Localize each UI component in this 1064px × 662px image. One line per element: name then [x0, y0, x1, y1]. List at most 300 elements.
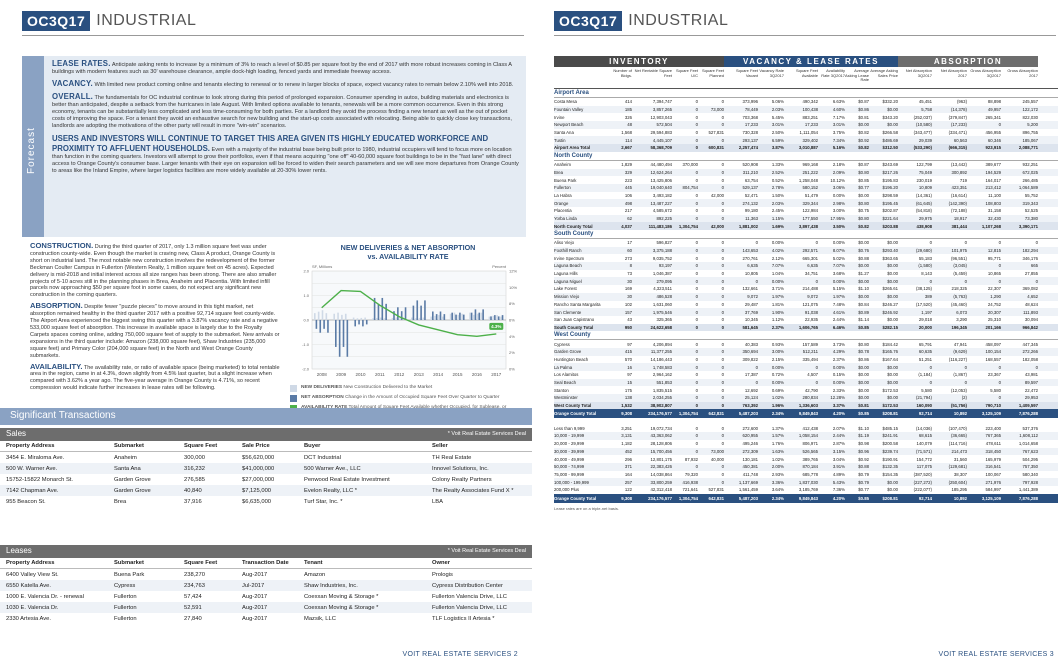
- stats-cell: 164,017: [985, 177, 1001, 183]
- forecast-label: Forecast: [26, 127, 37, 174]
- stats-cell: 106: [624, 192, 632, 198]
- stats-cell: 0: [695, 301, 698, 307]
- stats-cell: 10,865: [987, 271, 1001, 277]
- stats-cell: 10,809: [918, 185, 932, 191]
- stats-cell: 97: [627, 341, 632, 347]
- stats-cell: $0.85: [858, 177, 869, 183]
- sales-title: Sales: [6, 429, 27, 438]
- stats-row: [554, 176, 1058, 184]
- stats-row: [554, 463, 1058, 471]
- stats-cell: 665: [1030, 263, 1038, 269]
- stats-cell: $485.15: [882, 425, 898, 431]
- stats-row: [554, 324, 1058, 332]
- delivery-bar: [477, 314, 479, 320]
- stats-cell: 5.02%: [832, 255, 845, 261]
- stats-cell: $208.81: [882, 495, 898, 501]
- table-cell: Aug-2017: [242, 593, 268, 600]
- stats-cell: (379,847): [948, 114, 967, 120]
- table-cell: Fullerton: [114, 604, 137, 611]
- stats-row: [554, 478, 1058, 486]
- absorption-bar: [397, 307, 399, 320]
- forecast-text: [52, 60, 520, 179]
- stats-cell: 7.48%: [832, 301, 845, 307]
- stats-cell: 5.06%: [771, 99, 784, 105]
- stats-cell: 266,485: [1022, 177, 1038, 183]
- stats-cell: 0: [721, 278, 724, 284]
- market-commentary: [30, 243, 280, 396]
- stats-cell: 0: [721, 387, 724, 393]
- y-left-tick: 0.0: [303, 317, 309, 323]
- table-cell: 6550 Katella Ave.: [6, 582, 52, 589]
- y-right-tick: 4%: [509, 333, 515, 339]
- row-label: Garden Grove: [554, 349, 582, 355]
- stats-cell: 122: [624, 487, 632, 493]
- stats-cell: 274,132: [742, 200, 758, 206]
- stats-cell: 16: [627, 364, 632, 370]
- table-cell: TH Real Estate: [432, 454, 472, 461]
- stats-cell: 5,200: [1027, 122, 1038, 128]
- stats-cell: 0: [721, 286, 724, 292]
- stats-cell: 3.87%: [771, 145, 784, 151]
- column-header: Square Feet Vacant: [735, 68, 758, 78]
- stats-cell: $0.98: [858, 441, 869, 447]
- stats-cell: 0: [721, 349, 724, 355]
- stats-cell: 2.33%: [832, 387, 845, 393]
- stats-cell: 17,233: [744, 122, 758, 128]
- stats-cell: 2.18%: [832, 162, 845, 168]
- absorption-bar: [405, 307, 407, 320]
- table-cell: Aug-2017: [242, 604, 268, 611]
- leases-note: * Voit Real Estate Services Deal: [447, 548, 526, 554]
- stats-cell: 3,251: [621, 425, 632, 431]
- stats-cell: 223,400: [985, 425, 1001, 431]
- stats-cell: 580,340: [1022, 471, 1038, 477]
- table-header-row: [0, 558, 532, 569]
- stats-cell: 0: [721, 471, 724, 477]
- stats-cell: $0.82: [858, 145, 869, 151]
- table-cell: LBA: [432, 498, 443, 505]
- stats-cell: 0.00%: [832, 380, 845, 386]
- row-label: Placentia: [554, 208, 572, 214]
- stats-cell: 9,308: [621, 411, 632, 417]
- stats-cell: 0: [721, 464, 724, 470]
- stats-cell: 0: [695, 403, 698, 409]
- forecast-body: The fundamentals for OC industrial continue to look strong during this period of prolonged expansion. Consumer spending in autos, building materials and electronics is better than anticipated, despite a setback from the hurricanes in late August. With limited options available to tenants, renewals will be a more common occurrence. Even in this strong economy, tenants can be substantially less complicated and less time-consuming for both parties. For a landlord they avoid the process finding a new tenant as well as the out of pocket costs of improving the space. For a tenant they avoid an exhaustive search for new building and the start-up costs associated with relocating. Being able to quickly close key transactions, landlords are adopting the motivations of the other party will result in more "win-win" scenarios.: [52, 95, 512, 129]
- stats-cell: 122,799: [916, 162, 932, 168]
- stats-cell: 0: [695, 122, 698, 128]
- stats-cell: 0: [695, 208, 698, 214]
- row-label: Buena Park: [554, 177, 577, 183]
- stats-cell: 1.63%: [771, 448, 784, 454]
- right-page: [532, 0, 1064, 662]
- stats-cell: 0: [721, 395, 724, 401]
- column-header: Square Feet U/C: [675, 68, 698, 78]
- stats-cell: 672,025: [1022, 169, 1038, 175]
- stats-cell: $154.35: [882, 471, 898, 477]
- stats-row: [554, 199, 1058, 207]
- stats-cell: $0.80: [858, 169, 869, 175]
- stats-cell: 34,751: [804, 271, 818, 277]
- table-cell: $41,000,000: [242, 465, 275, 472]
- chart-title-line2: vs. AVAILABILITY RATE: [367, 252, 449, 261]
- stats-cell: 2.44%: [832, 317, 845, 323]
- stats-cell: 335,494: [802, 356, 818, 362]
- stats-cell: 0.00%: [771, 278, 784, 284]
- delivery-bar: [458, 315, 460, 320]
- stats-cell: 1,409,597: [1018, 403, 1038, 409]
- stats-cell: $0.96: [858, 448, 869, 454]
- row-label: Aliso Viejo: [554, 240, 574, 246]
- stats-cell: 6.63%: [832, 99, 845, 105]
- table-cell: Coexxan Moving & Storage *: [304, 604, 379, 611]
- stats-row: [554, 277, 1058, 285]
- stats-cell: 0: [964, 278, 967, 284]
- stats-cell: 0: [721, 364, 724, 370]
- row-label: 30,000 - 39,999: [554, 448, 585, 454]
- page-footer: VOIT REAL ESTATE SERVICES 3: [938, 651, 1054, 658]
- stats-cell: $0.00: [858, 278, 869, 284]
- stats-cell: $0.80: [858, 215, 869, 221]
- stats-cell: 12,624,264: [650, 169, 672, 175]
- stats-cell: 4,323,511: [653, 286, 672, 292]
- stats-cell: 1.04%: [771, 271, 784, 277]
- stats-cell: 3,493,182: [652, 192, 672, 198]
- stats-cell: 1,837,030: [798, 479, 818, 485]
- stats-cell: 37,769: [744, 309, 758, 315]
- stats-row: [554, 129, 1058, 137]
- stats-cell: 4.20%: [832, 495, 845, 501]
- stats-cell: $0.81: [858, 114, 869, 120]
- row-label: Fullerton: [554, 185, 571, 191]
- stats-cell: 271,976: [985, 479, 1001, 485]
- column-header: Transaction Date: [242, 560, 289, 566]
- table-cell: Buena Park: [114, 571, 145, 578]
- y-right-tick: 2%: [509, 350, 515, 356]
- stats-cell: 3,897,438: [798, 223, 818, 229]
- y-left-tick: -1.0: [302, 342, 309, 347]
- stats-cell: (114,716): [948, 441, 967, 447]
- stats-cell: 29,594,883: [650, 130, 672, 136]
- table-row: [0, 463, 532, 474]
- orange-county-total-row: [554, 494, 1058, 503]
- stats-cell: 767,623: [1022, 448, 1038, 454]
- row-label: Anaheim: [554, 162, 571, 168]
- stats-cell: 25,310: [987, 317, 1001, 323]
- stats-cell: 218,325: [951, 286, 967, 292]
- stats-cell: 0: [721, 200, 724, 206]
- stats-cell: 0: [929, 240, 932, 246]
- stats-cell: 30: [627, 278, 632, 284]
- column-header: Square Feet: [184, 443, 218, 449]
- stats-cell: 3.36%: [771, 479, 784, 485]
- stats-cell: $0.00: [858, 263, 869, 269]
- stats-cell: 33,800,259: [650, 479, 672, 485]
- table-cell: Garden Grove: [114, 476, 151, 483]
- stats-cell: 48,624: [1024, 301, 1038, 307]
- forecast-heading: OVERALL.: [52, 92, 94, 101]
- table-row: [0, 485, 532, 496]
- leases-table: [0, 545, 532, 624]
- stats-cell: 14,186,443: [650, 356, 672, 362]
- stats-cell: $0.00: [887, 372, 898, 378]
- row-label: 200,000 Plus: [554, 487, 580, 493]
- header-divider: [22, 35, 524, 36]
- stats-cell: 24,752: [987, 301, 1001, 307]
- table-cell: 3454 E. Miraloma Ave.: [6, 454, 65, 461]
- stats-cell: 4,507: [807, 372, 818, 378]
- row-label: Lake Forest: [554, 286, 577, 292]
- delivery-bar: [434, 316, 436, 320]
- delivery-bar: [333, 314, 335, 320]
- stats-cell: 1.50%: [771, 192, 784, 198]
- sales-header: [0, 428, 532, 441]
- row-label: Los Alamitos: [554, 372, 579, 378]
- table-cell: $7,125,000: [242, 487, 272, 494]
- stats-cell: 0: [695, 99, 698, 105]
- stats-cell: 950: [624, 324, 632, 330]
- stats-cell: 0: [998, 278, 1001, 284]
- stats-cell: 0: [964, 240, 967, 246]
- stats-row: [554, 184, 1058, 192]
- stats-cell: 318,450: [985, 448, 1001, 454]
- row-label: Irvine: [554, 114, 565, 120]
- stats-cell: $0.00: [887, 240, 898, 246]
- stats-cell: 389,677: [985, 162, 1001, 168]
- column-header: Gross Absorption 2017: [1007, 68, 1038, 78]
- stats-cell: 5.45%: [771, 114, 784, 120]
- stats-cell: 160,090: [916, 403, 932, 409]
- stats-cell: 6.59%: [771, 137, 784, 143]
- stats-cell: (51,756): [950, 403, 967, 409]
- stats-cell: 45,451: [918, 99, 932, 105]
- stats-cell: 7,876,288: [1018, 495, 1038, 501]
- stats-cell: $0.00: [858, 387, 869, 393]
- stats-cell: $241.91: [882, 433, 898, 439]
- table-cell: 15752-15822 Monarch St.: [6, 476, 74, 483]
- table-cell: Cypress Distribution Center: [432, 582, 503, 589]
- stats-cell: 4,652: [1027, 294, 1038, 300]
- stats-row: [554, 136, 1058, 144]
- stats-cell: 62: [627, 215, 632, 221]
- absorption-bar: [436, 314, 438, 320]
- stats-cell: 60,346: [987, 137, 1001, 143]
- commentary-body: During the third quarter of 2017, only 1.3 million square feet was under construction county-wide. Even though the market is craving new, Class A product, Orange County is short on industrial land. The most notable new construction involves the redevelopment of the former Beckman Coulter Campus in Fullerton (Western Realty, 1 million square feet on 45 acres). Expected delivery is mid-2018 and initial interest across all size ranges has been strong. There are also smaller projects of 5-10 acres still in the planning phases in Brea, Anaheim and Placentia. With limited infill parcels now approaching $50 per square foot in some cases, do not expect any significant new construction in the coming quarters.: [30, 244, 277, 299]
- stats-cell: $172.53: [882, 387, 898, 393]
- stats-cell: (54,818): [915, 208, 932, 214]
- stats-cell: 9,035,752: [652, 255, 672, 261]
- stats-cell: 414: [624, 99, 632, 105]
- stats-cell: 10,892: [953, 411, 967, 417]
- stats-cell: 0: [695, 192, 698, 198]
- stats-cell: 0: [721, 356, 724, 362]
- stats-cell: 122,984: [802, 208, 818, 214]
- stats-cell: 164: [624, 471, 632, 477]
- stats-cell: (1,184): [918, 372, 932, 378]
- delivery-bar: [314, 313, 316, 320]
- stats-cell: 0: [929, 278, 932, 284]
- stats-cell: 423,351: [951, 185, 967, 191]
- stats-cell: $0.00: [858, 364, 869, 370]
- deliveries-absorption-chart: [290, 243, 526, 385]
- table-cell: $6,635,000: [242, 498, 272, 505]
- stats-cell: 272,600: [742, 425, 758, 431]
- column-header: Net Absorption 3Q2017: [905, 68, 932, 78]
- stats-cell: 0.00%: [832, 364, 845, 370]
- stats-cell: 52,525: [1024, 208, 1038, 214]
- stats-cell: 40,383: [744, 341, 758, 347]
- absorption-bar: [494, 315, 496, 320]
- stats-cell: 132,661: [742, 286, 758, 292]
- stats-cell: 42,790: [804, 387, 818, 393]
- row-label: Huntington Beach: [554, 356, 589, 362]
- row-label: Costa Mesa: [554, 99, 577, 105]
- stats-cell: 214,488: [802, 286, 818, 292]
- stats-cell: 1.76%: [771, 441, 784, 447]
- stats-cell: $132.35: [882, 464, 898, 470]
- forecast-heading: VACANCY.: [52, 79, 93, 88]
- absorption-bar: [378, 304, 380, 320]
- x-tick-label: 2012: [394, 372, 405, 377]
- stats-row: [554, 448, 1058, 456]
- stats-cell: 0: [695, 271, 698, 277]
- stats-cell: 43,981: [1024, 372, 1038, 378]
- stats-cell: 292,571: [802, 248, 818, 254]
- stats-cell: 185,295: [951, 487, 967, 493]
- page-footer: VOIT REAL ESTATE SERVICES 2: [402, 651, 518, 658]
- absorption-bar: [498, 316, 500, 320]
- stats-cell: 0: [998, 263, 1001, 269]
- stats-cell: $0.92: [858, 137, 869, 143]
- stats-cell: 73,380: [1024, 215, 1038, 221]
- stats-cell: 0: [695, 356, 698, 362]
- table-cell: Innovel Solutions, Inc.: [432, 465, 489, 472]
- column-header: Average Asking Lease Rate: [845, 68, 870, 83]
- stats-cell: $246.27: [882, 301, 898, 307]
- stats-cell: 416,938: [682, 479, 698, 485]
- stats-cell: 0: [721, 248, 724, 254]
- stats-cell: 280,834: [802, 395, 818, 401]
- stats-cell: 92,714: [918, 495, 932, 501]
- stats-cell: 60,563: [953, 137, 967, 143]
- table-cell: Jul-2017: [242, 582, 265, 589]
- stats-cell: 0: [721, 309, 724, 315]
- stats-cell: (14,036): [915, 425, 932, 431]
- stats-cell: 0: [695, 309, 698, 315]
- sales-table: [0, 428, 532, 507]
- stats-cell: 2.34%: [771, 495, 784, 501]
- stats-cell: (13,442): [950, 162, 967, 168]
- stats-cell: 38,307: [953, 471, 967, 477]
- row-label: San Clemente: [554, 309, 582, 315]
- legend-item: [290, 385, 526, 392]
- stats-cell: 767,365: [985, 433, 1001, 439]
- x-tick-label: 2009: [336, 372, 347, 377]
- stats-cell: $0.00: [858, 380, 869, 386]
- delivery-bar: [364, 318, 366, 320]
- chart-title: [290, 243, 526, 261]
- stats-cell: 7.07%: [771, 263, 784, 269]
- stats-cell: 17,233: [804, 122, 818, 128]
- page-title: INDUSTRIAL: [628, 12, 729, 29]
- stats-cell: 445: [624, 185, 632, 191]
- stats-cell: 486,528: [656, 294, 672, 300]
- stats-cell: 2.50%: [771, 130, 784, 136]
- stats-cell: 0: [695, 200, 698, 206]
- column-header: Owner: [432, 560, 451, 566]
- stats-cell: (116,227): [948, 356, 967, 362]
- stats-cell: (38,125): [915, 286, 932, 292]
- table-cell: Colony Realty Partners: [432, 476, 492, 483]
- stats-cell: (12,053): [950, 387, 967, 393]
- absorption-bar: [413, 306, 415, 320]
- stats-cell: 28,128,806: [650, 441, 672, 447]
- stats-cell: $0.00: [887, 122, 898, 128]
- stats-cell: (250,604): [948, 479, 967, 485]
- stats-cell: 0: [695, 286, 698, 292]
- stats-cell: 3.71%: [771, 286, 784, 292]
- stats-cell: 0: [1035, 278, 1038, 284]
- stats-cell: 1,111,054: [799, 130, 818, 136]
- stats-cell: $208.81: [882, 411, 898, 417]
- row-label: La Palma: [554, 364, 573, 370]
- stats-cell: 19,040,640: [650, 185, 672, 191]
- stats-cell: 527,831: [708, 130, 724, 136]
- stats-cell: 24,622,658: [650, 324, 672, 330]
- stats-cell: $246.92: [882, 309, 898, 315]
- row-label: Airport Area Total: [554, 145, 591, 151]
- stats-cell: 0: [721, 208, 724, 214]
- stats-cell: (14,361): [915, 192, 932, 198]
- column-headers: [554, 67, 1058, 89]
- stats-cell: 51,251: [918, 356, 932, 362]
- table-cell: Shaw Industries, Inc.: [304, 582, 358, 589]
- stats-cell: 6,635: [807, 263, 818, 269]
- table-cell: 500 W. Warner Ave.: [6, 465, 58, 472]
- table-cell: Santa Ana: [114, 465, 141, 472]
- stats-cell: 185,067: [1022, 137, 1038, 143]
- stats-cell: 87,932: [684, 456, 698, 462]
- row-label: North County Total: [554, 223, 593, 229]
- stats-cell: 18,917: [953, 215, 967, 221]
- stats-cell: 0.00%: [771, 380, 784, 386]
- delivery-bar: [318, 312, 320, 320]
- table-cell: 52,591: [184, 604, 202, 611]
- column-header: Buyer: [304, 443, 321, 449]
- stats-cell: $0.00: [858, 294, 869, 300]
- row-label: Foothill Ranch: [554, 248, 582, 254]
- stats-cell: 3.68%: [832, 271, 845, 277]
- stats-cell: 1.97%: [771, 294, 784, 300]
- stats-cell: 730,328: [742, 130, 758, 136]
- stats-cell: 15: [627, 380, 632, 386]
- stats-cell: $196.20: [882, 185, 898, 191]
- forecast-body: Anticipate asking rents to increase by a minimum of 3% to reach a level of $0.85 per square foot by the end of 2017 with more robust increases coming in Class A buildings with modern features such as 30' warehouse clearance, ample dock-high loading, fenced yards and immediate freeway access.: [52, 62, 512, 75]
- stats-cell: (2): [961, 395, 967, 401]
- stats-cell: 0: [755, 278, 758, 284]
- stats-cell: (1,580): [918, 263, 932, 269]
- row-label: Stanton: [554, 387, 569, 393]
- stats-cell: 13,425,806: [650, 177, 672, 183]
- stats-cell: 0: [695, 341, 698, 347]
- row-label: Irvine Spectrum: [554, 255, 585, 261]
- stats-cell: 0: [721, 137, 724, 143]
- x-tick-label: 2015: [452, 372, 463, 377]
- stats-cell: 5.43%: [832, 479, 845, 485]
- stats-cell: 217: [624, 208, 632, 214]
- stats-cell: 1,608,112: [1019, 433, 1038, 439]
- row-label: 50,000 - 74,999: [554, 464, 585, 470]
- region-heading: South County: [554, 230, 1058, 239]
